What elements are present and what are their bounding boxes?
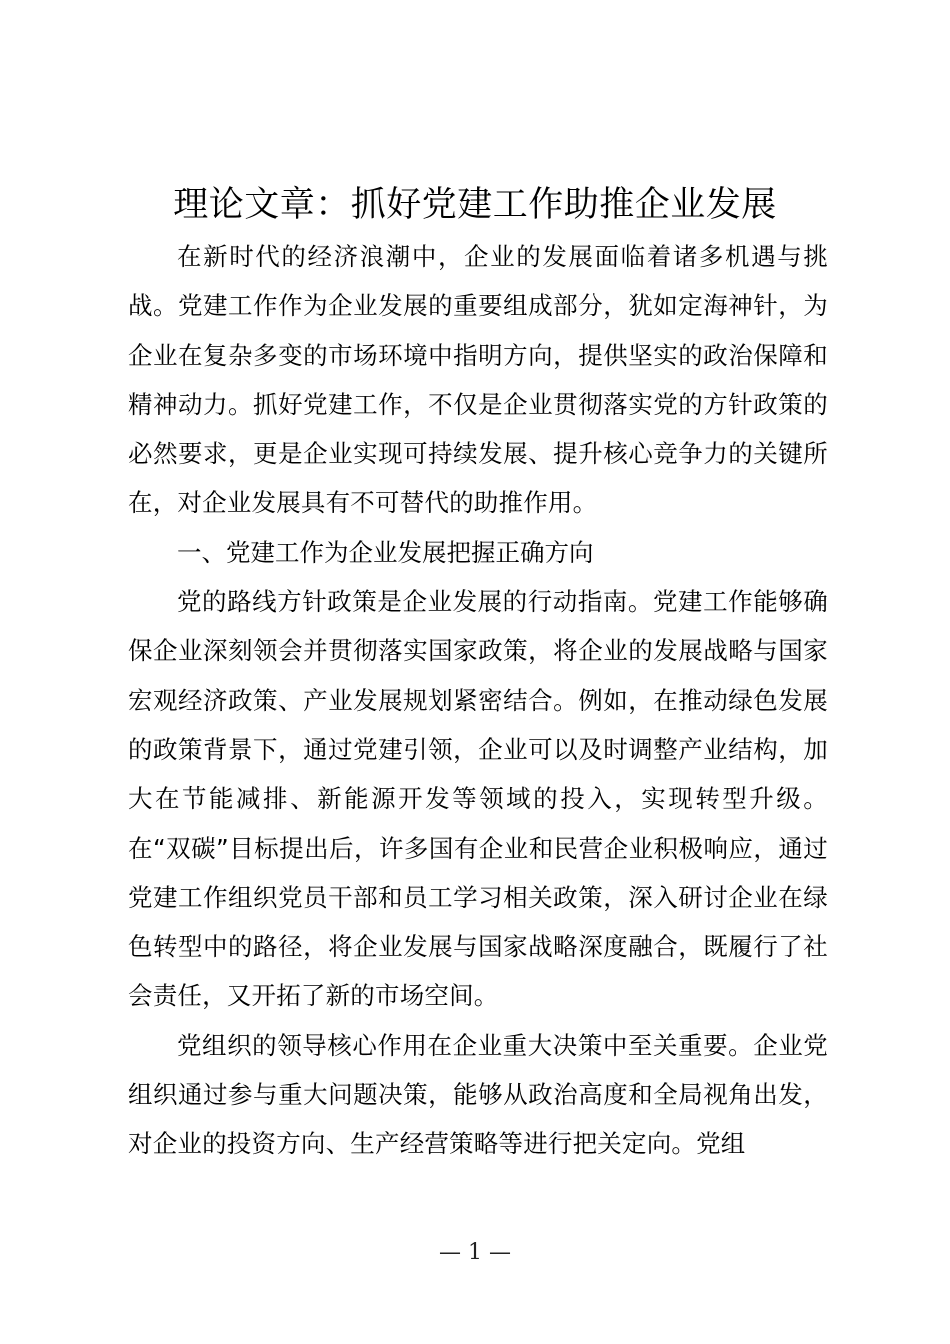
page-number: — 1 — bbox=[439, 1240, 511, 1265]
body-paragraph-1: 党的路线方针政策是企业发展的行动指南。党建工作能够确保企业深刻领会并贯彻落实国家政策，将企业的发展战略与国家宏观经济政策、产业发展规划紧密结合。例如，在推动绿色发展的政策背景下，通过党建引领，企业可以及时调整产业结构，加大在节能减排、新能源开发等领域的投入，实现转型升级。在“双碳”目标提出后，许多国有企业和民营企业积极响应，通过党建工作组织党员干部和员工学习相关政策，深入研讨企业在绿色转型中的路径，将企业发展与国家战略深度融合，既履行了社会责任，又开拓了新的市场空间。 bbox=[128, 587, 828, 1011]
body-paragraph-2: 党组织的领导核心作用在企业重大决策中至关重要。企业党组织通过参与重大问题决策，能够从政治高度和全局视角出发，对企业的投资方向、生产经营策略等进行把关定向。党组 bbox=[128, 1030, 828, 1159]
section-heading-1: 一、党建工作为企业发展把握正确方向 bbox=[177, 537, 594, 567]
intro-paragraph: 在新时代的经济浪潮中，企业的发展面临着诸多机遇与挑战。党建工作作为企业发展的重要组成部分，犹如定海神针，为企业在复杂多变的市场环境中指明方向，提供坚实的政治保障和精神动力。抓好党建工作，不仅是企业贯彻落实党的方针政策的必然要求，更是企业实现可持续发展、提升核心竞争力的关键所在，对企业发展具有不可替代的助推作用。 bbox=[128, 242, 828, 518]
article-title: 理论文章：抓好党建工作助推企业发展 bbox=[173, 185, 777, 225]
article-body bbox=[128, 232, 828, 1169]
